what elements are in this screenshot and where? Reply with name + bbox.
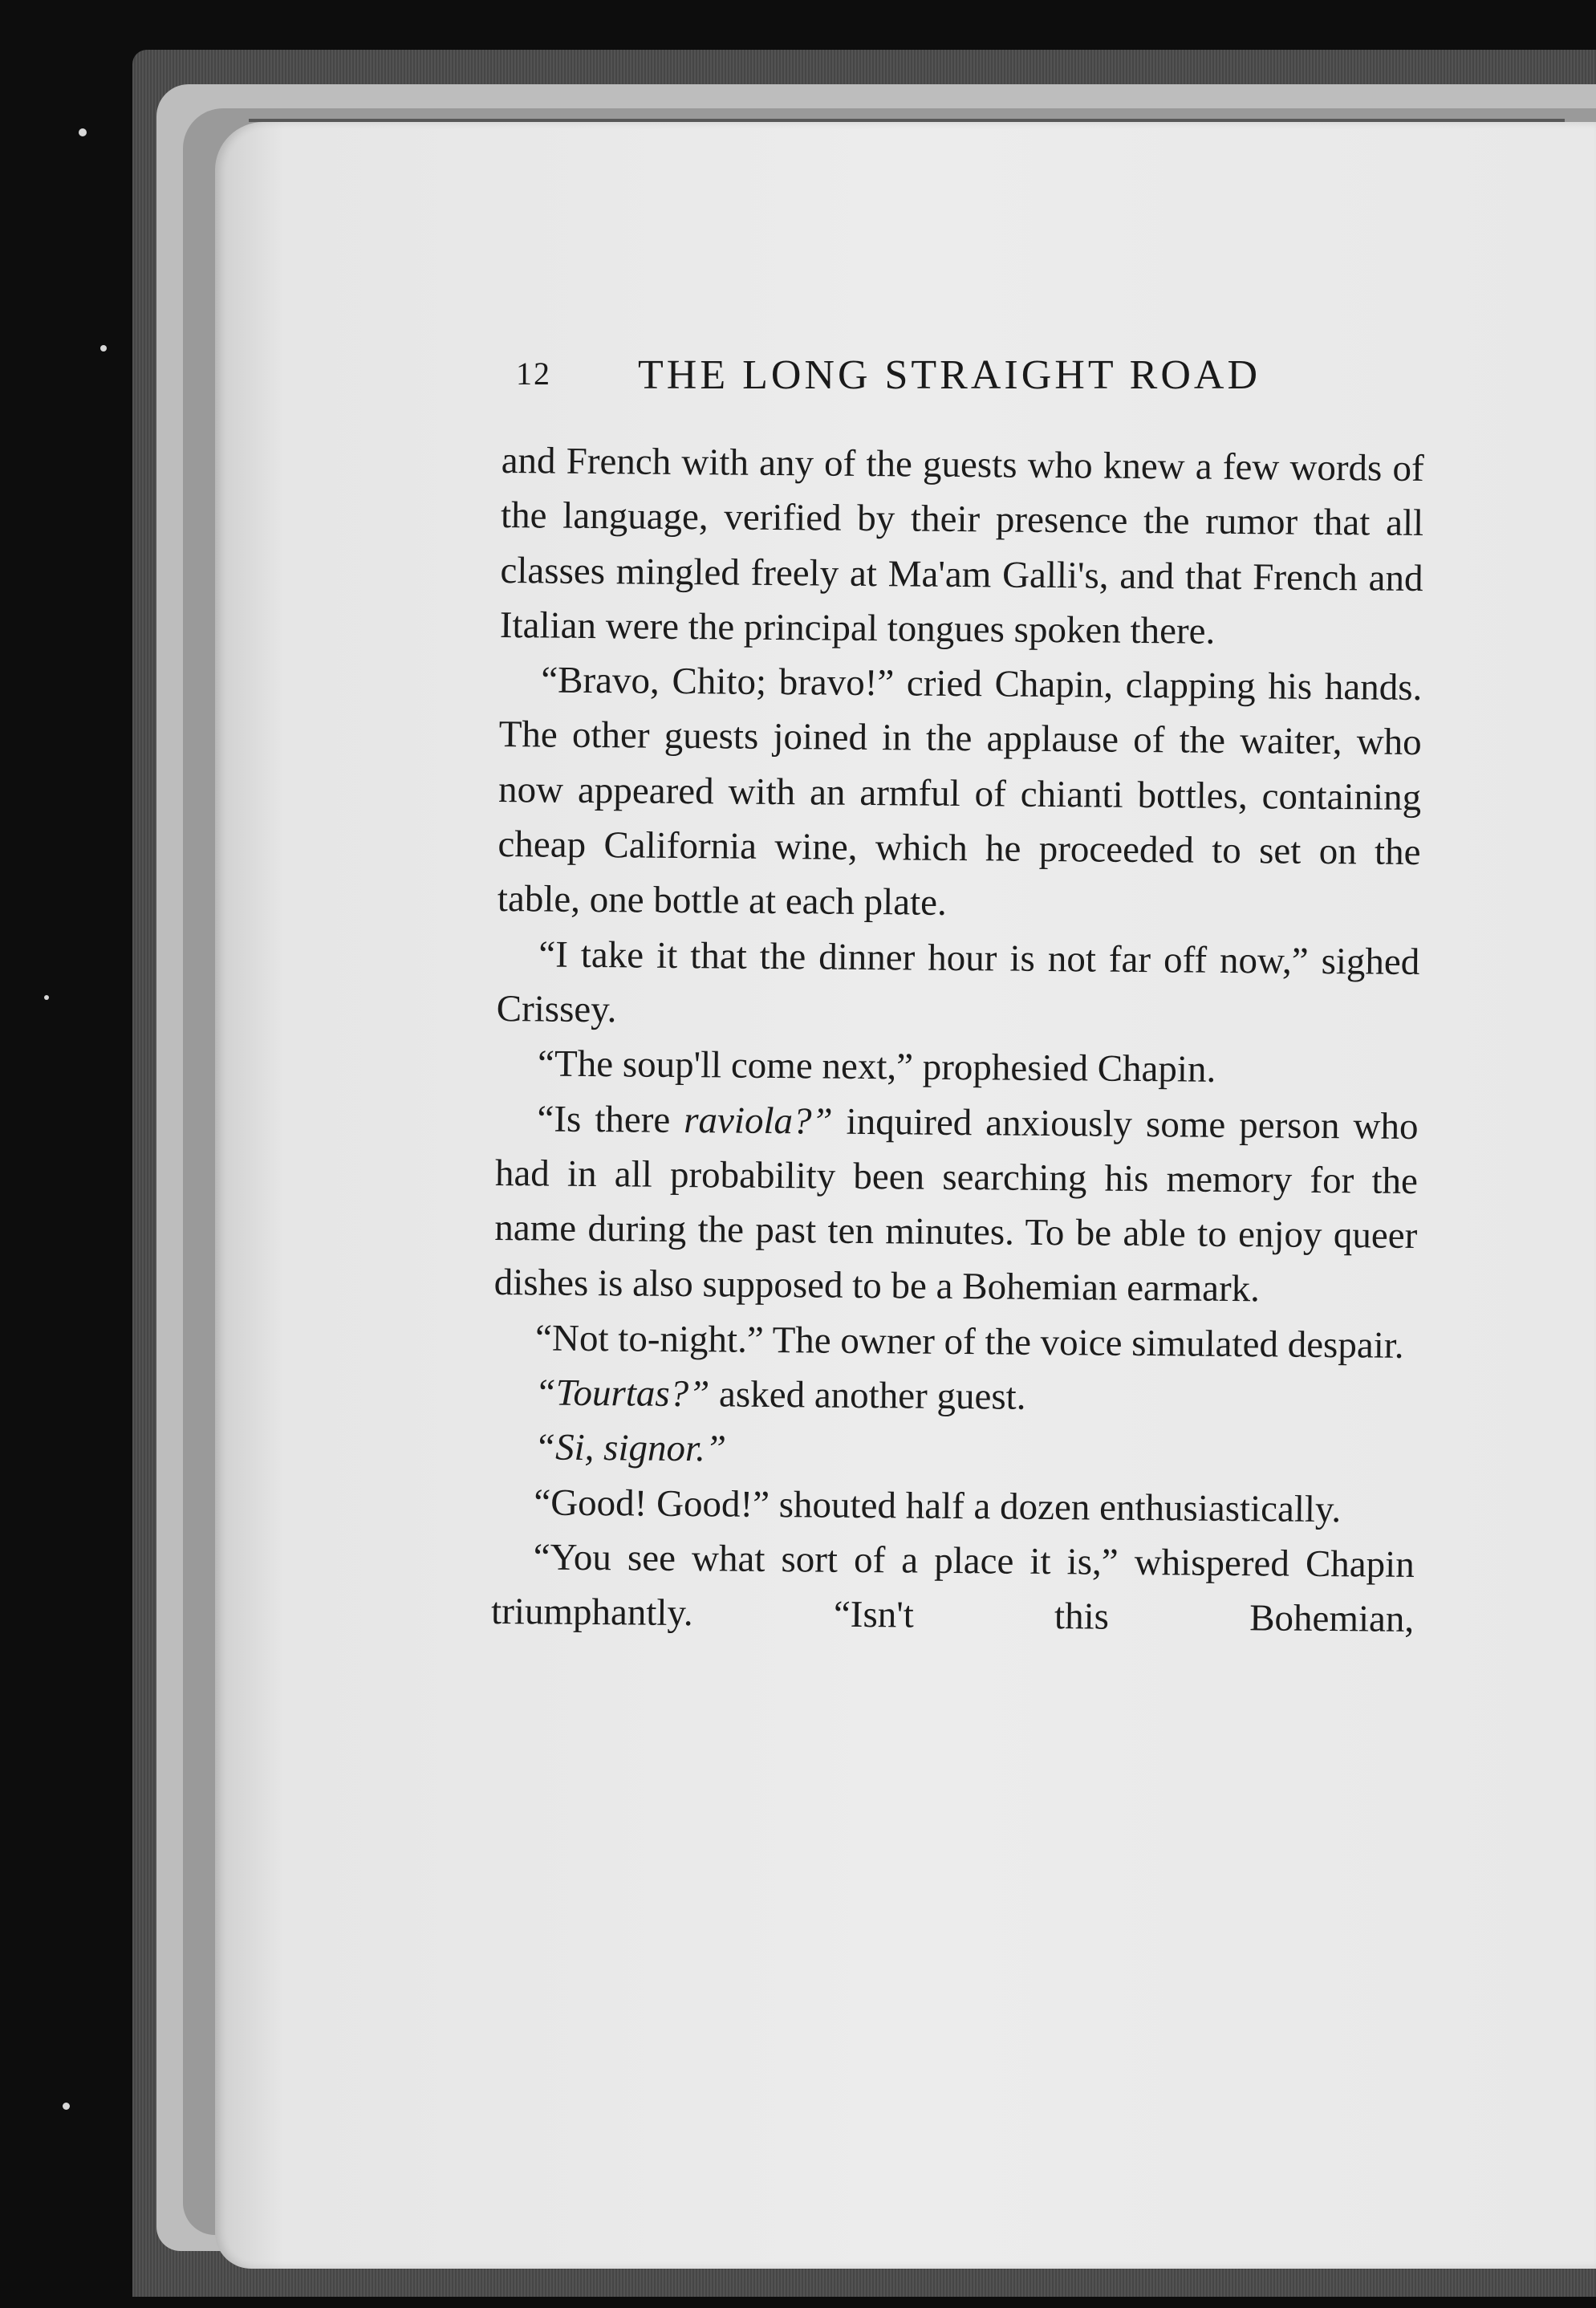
paragraph: “You see what sort of a place it is,” whispered Chapin triumphantly. “Isn't this Bohemian, [490,1536,1415,1641]
paragraph: “Not to-night.” The owner of the voice simulated despair. [534,1317,1404,1367]
paragraph: “I take it that the dinner hour is not far off now,” sighed Crissey. [496,933,1420,1031]
dust-speck [100,345,107,351]
paragraph: “Good! Good!” shouted half a dozen enthusiastically. [534,1481,1342,1530]
paragraph [493,1420,1416,1482]
paragraph-text: asked another guest. [709,1373,1026,1418]
page-top-edge [249,119,1565,122]
dust-speck [63,2103,70,2110]
body-text [491,433,1424,1648]
dust-speck [79,128,87,136]
italic-text: “Si, signor.” [534,1426,727,1470]
paragraph-text: inquired anxiously some person who had in all probability been searching his memory for the name during the past ten minutes. To be able to enjoy queer dishes is also supposed to be a Bohemian earmark. [493,1100,1419,1310]
book-title: THE LONG STRAIGHT ROAD [638,352,1261,398]
paragraph: and French with any of the guests who knew a few words of the language, verified by their presence the rumor that all classes mingled freely at Ma'am Galli's, and that French and Italian were the principal tongues spoken there. [499,439,1424,652]
italic-text: raviola?” [684,1099,833,1143]
paragraph: “The soup'll come next,” prophesied Chapin. [537,1042,1216,1091]
paragraph [493,1091,1418,1319]
page-number: 12 [516,356,551,392]
running-head [516,351,1318,400]
paragraph: “Bravo, Chito; bravo!” cried Chapin, clapping his hands. The other guests joined in the applause of the waiter, who now appeared with an armful of chianti bottles, containing cheap California wine, which he proceeded to set on the table, one bottle at each plate. [497,659,1423,924]
paragraph-text: “Is there [537,1097,684,1141]
italic-text: “Tourtas?” [534,1371,710,1416]
dust-speck [44,995,49,1000]
paragraph [493,1365,1416,1428]
